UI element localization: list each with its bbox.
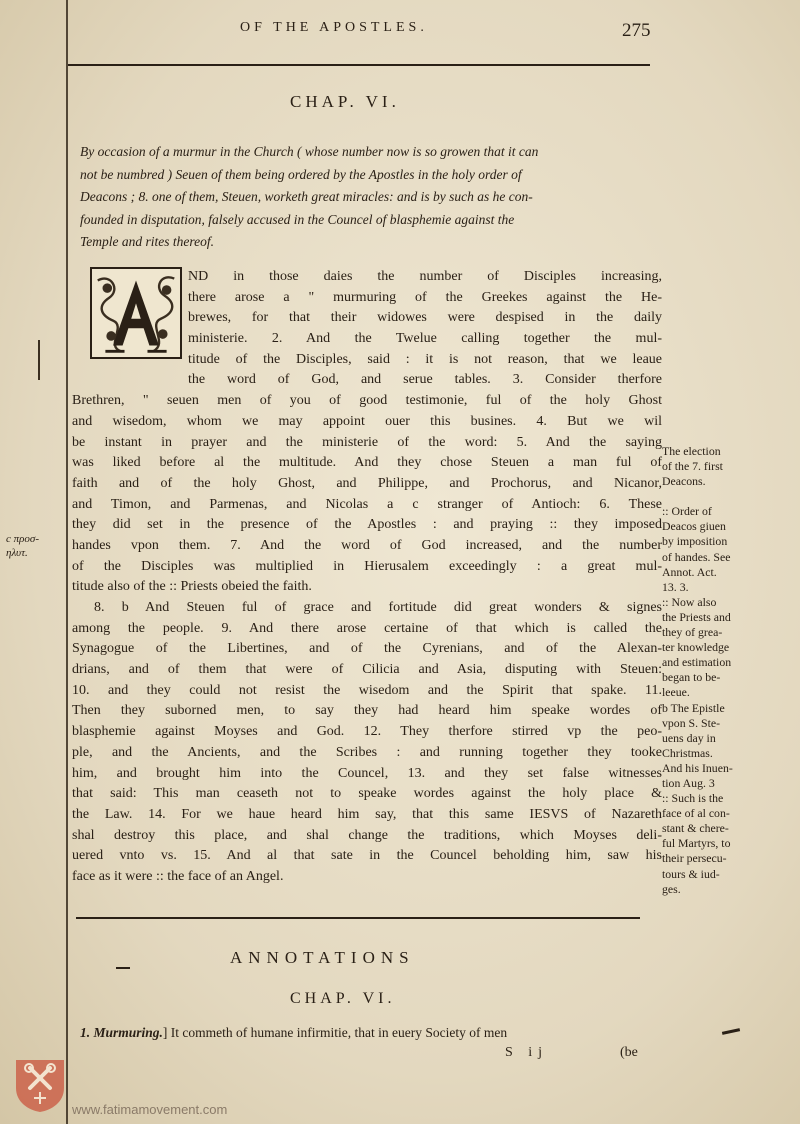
text-line: ple, and the Ancients, and the Scribes : and running together they tooke xyxy=(72,744,662,760)
decorated-initial-a-icon xyxy=(90,267,182,359)
margin-note-line: The election xyxy=(662,444,721,458)
dash-mark xyxy=(116,967,130,969)
margin-note-line: their persecu- xyxy=(662,851,727,866)
margin-note-line: Christmas. xyxy=(662,745,713,760)
margin-note-line: the Priests and xyxy=(662,609,731,624)
left-column-rule xyxy=(66,0,68,1124)
text-line: titude of the Disciples, said : it is not reason, that we leaue xyxy=(188,351,662,367)
marginal-notes xyxy=(662,444,794,897)
annotations-heading: ANNOTATIONS xyxy=(230,948,415,967)
annotation-label: 1. Murmuring. xyxy=(80,1025,163,1040)
text-line: Brethren, " seuen men of you of good testimonie, ful of the holy Ghost xyxy=(72,393,662,409)
margin-note-line: and estimation xyxy=(662,655,732,670)
text-line: ministerie. 2. And the Twelue calling together the mul- xyxy=(188,331,662,347)
annotation-entry xyxy=(80,1025,507,1041)
margin-note-line: ful Martyrs, to xyxy=(662,836,731,851)
text-line: that said: This man ceaseth not to speake wordes against the holy place & xyxy=(72,786,662,802)
margin-note-line: :: Now also xyxy=(662,594,717,609)
text-line: 8. b And Steuen ful of grace and fortitude did great wonders & signes xyxy=(94,600,662,615)
text-line: faith and of the holy Ghost, and Philippe, and Prochorus, and Nicanor, xyxy=(72,475,662,491)
text-line: handes vpon them. 7. And the word of God increased, and the number xyxy=(72,537,662,553)
margin-note-line: Deacos giuen xyxy=(662,519,726,534)
margin-note-line: ges. xyxy=(662,881,681,896)
margin-note-line: vpon S. Ste- xyxy=(662,715,721,730)
text-line: blasphemie against Moyses and God. 12. They therfore stirred vp the peo- xyxy=(72,724,662,740)
section-rule xyxy=(76,917,640,919)
text-line: the word of God, and serue tables. 3. Consider therfore xyxy=(188,372,662,388)
annotation-text: ] It commeth of humane infirmitie, that in euery Society of men xyxy=(162,1025,508,1040)
margin-note-line: began to be- xyxy=(662,670,721,685)
summary-line: founded in disputation, falsely accused in the Councel of blasphemie against the xyxy=(80,211,515,227)
summary-line: Temple and rites thereof. xyxy=(80,234,214,250)
text-line: titude also of the :: Priests obeied the faith. xyxy=(72,579,312,595)
text-line: face as it were :: the face of an Angel. xyxy=(72,868,284,884)
text-line: and Timon, and Parmenas, and Nicolas a c stranger of Antioch: 6. These xyxy=(72,496,662,512)
summary-line: Deacons ; 8. one of them, Steuen, worketh great miracles: and is by such as he con- xyxy=(80,189,533,205)
margin-note-line: :: Such is the xyxy=(662,791,724,806)
text-line: be instant in prayer and the ministerie of the word: 5. And the saying xyxy=(72,434,662,450)
text-line: was liked before al the multitude. And they chose Steuen a man ful of xyxy=(72,455,662,471)
annotations-chapter-heading: CHAP. VI. xyxy=(290,990,396,1007)
left-note-line: ηλυτ. xyxy=(6,547,28,559)
margin-mark xyxy=(38,340,40,380)
scripture-text xyxy=(72,267,662,888)
margin-note-line: tours & iud- xyxy=(662,866,720,881)
text-line: among the people. 9. And there arose certaine of that which is called the xyxy=(72,620,662,636)
text-line: 10. and they could not resist the wisedom and the Spirit that spake. 11. xyxy=(72,682,662,698)
text-line: uered vnto vs. 15. And al that sate in the Councel beholding him, saw his xyxy=(72,848,662,864)
running-title: OF THE APOSTLES. xyxy=(240,20,428,35)
text-line: him, and brought him into the Councel, 13. and they set false witnesses xyxy=(72,765,662,781)
margin-note-line: face of al con- xyxy=(662,806,730,821)
margin-note-line: :: Order of xyxy=(662,504,712,519)
text-line: Synagogue of the Libertines, and of the Cyrenians, and of the Alexan- xyxy=(72,641,662,657)
text-line: brewes, for that their widowes were despised in the daily xyxy=(188,310,662,326)
text-line: Then they suborned men, to say they had heard him speake wordes of xyxy=(72,703,662,719)
margin-note-line: tion Aug. 3 xyxy=(662,775,715,790)
margin-note-line: ter knowledge xyxy=(662,640,730,655)
margin-note-line: Deacons. xyxy=(662,474,706,489)
text-line: shal destroy this place, and shal change the traditions, which Moyses deli- xyxy=(72,827,662,843)
margin-note-line: by imposition xyxy=(662,534,728,549)
catchword: (be xyxy=(620,1045,638,1060)
margin-note-line: Annot. Act. xyxy=(662,564,717,579)
signature-mark: S ij xyxy=(505,1045,549,1060)
text-line: drians, and of them that were of Cilicia and Asia, disputing with Steuen: xyxy=(72,662,662,678)
summary-line: not be numbred ) Seuen of them being ordered by the Apostles in the holy order of xyxy=(80,166,522,182)
pointer-mark xyxy=(722,1028,740,1035)
margin-note-line: of handes. See xyxy=(662,549,731,564)
margin-note-line: of the 7. first xyxy=(662,459,723,474)
text-line: and wisedom, whom we may appoint ouer this busines. 4. But we wil xyxy=(72,413,662,429)
left-note-line: c προσ- xyxy=(6,533,40,545)
header-rule xyxy=(68,64,650,66)
text-line: of the Disciples was multiplied in Hierusalem exceedingly : a great mul- xyxy=(72,558,662,574)
margin-note-line: leeue. xyxy=(662,685,690,700)
text-line: ND in those daies the number of Disciples increasing, xyxy=(188,269,662,284)
watermark-url[interactable]: www.fatimamovement.com xyxy=(72,1102,228,1117)
text-line: there arose a " murmuring of the Greekes against the He- xyxy=(188,289,662,305)
margin-note-line: stant & chere- xyxy=(662,821,729,836)
margin-note-line: they of grea- xyxy=(662,625,723,640)
margin-note-line xyxy=(662,489,794,504)
margin-note-line: b The Epistle xyxy=(662,700,725,715)
left-margin-note xyxy=(6,532,39,560)
text-line: the Law. 14. For we haue heard him say, that this same IESVS of Nazareth xyxy=(72,806,662,822)
papal-seal-icon xyxy=(12,1054,68,1114)
chapter-summary xyxy=(80,141,658,254)
margin-note-line: uens day in xyxy=(662,730,716,745)
text-line: they did set in the presence of the Apostles : and praying :: they imposed xyxy=(72,517,662,533)
page-number: 275 xyxy=(622,20,651,41)
chapter-heading: CHAP. VI. xyxy=(290,92,400,111)
margin-note-line: And his Inuen- xyxy=(662,760,733,775)
margin-note-line: 13. 3. xyxy=(662,579,689,594)
summary-line: By occasion of a murmur in the Church ( whose number now is so growen that it can xyxy=(80,144,539,159)
